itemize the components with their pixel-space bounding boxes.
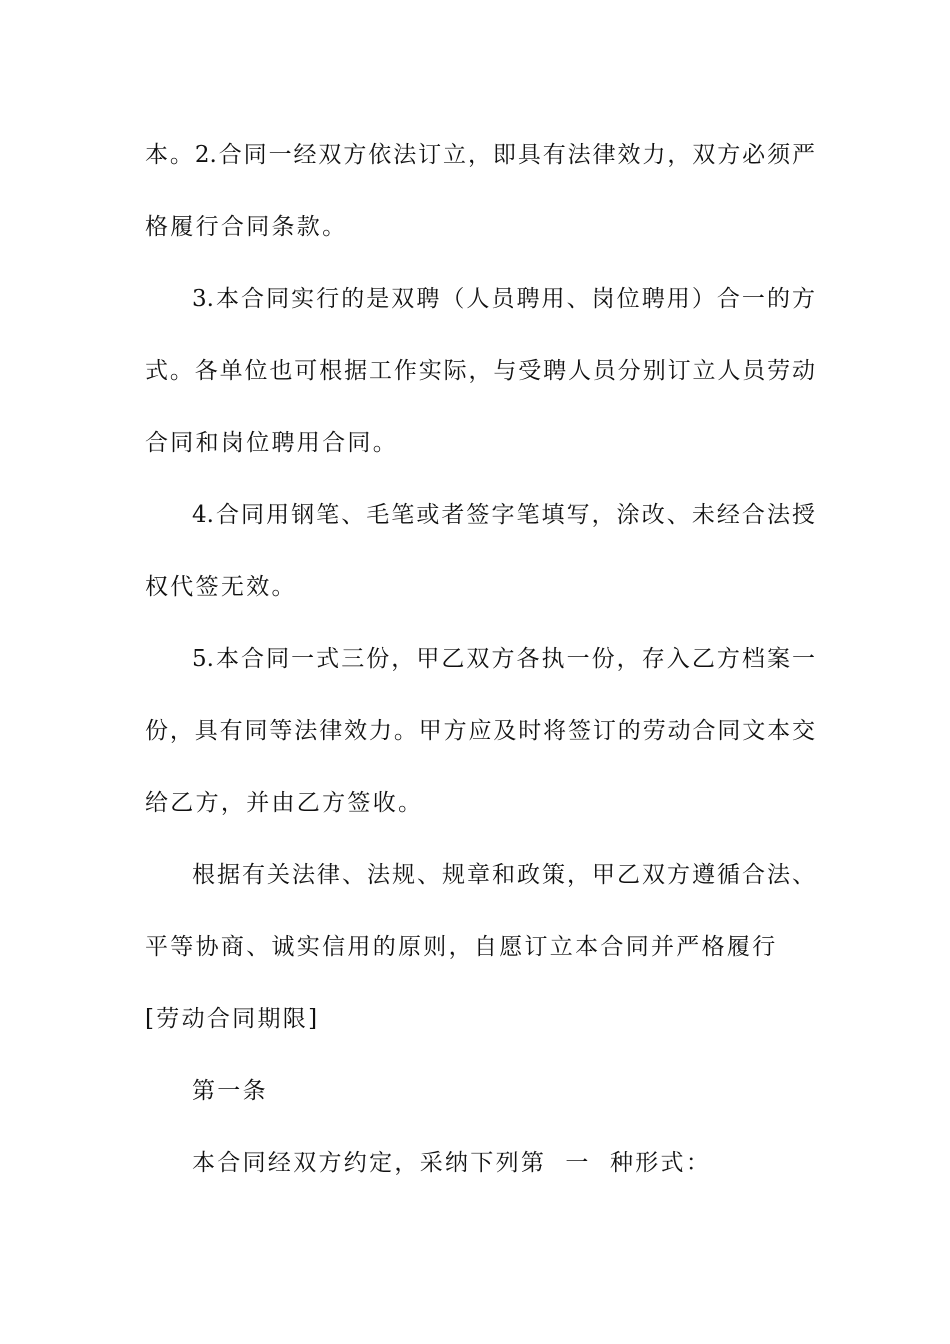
paragraph-line: 5.本合同一式三份，甲乙双方各执一份，存入乙方档案一 [192,646,815,672]
paragraph-line: 4.合同用钢笔、毛笔或者签字笔填写，涂改、未经合法授 [192,502,815,528]
paragraph-line: 式。各单位也可根据工作实际，与受聘人员分别订立人员劳动 [145,358,815,384]
paragraph-line: 份，具有同等法律效力。甲方应及时将签订的劳动合同文本交 [145,718,815,744]
paragraph-line: 本。2.合同一经双方依法订立，即具有法律效力，双方必须严 [145,142,815,168]
paragraph-line: 3.本合同实行的是双聘（人员聘用、岗位聘用）合一的方 [192,286,815,312]
paragraph-line: 本合同经双方约定，采纳下列第 一 种形式： [192,1150,712,1176]
paragraph-line: 平等协商、诚实信用的原则，自愿订立本合同并严格履行 [145,934,778,960]
paragraph-line: 给乙方，并由乙方签收。 [145,790,424,816]
paragraph-line: 格履行合同条款。 [145,214,348,240]
article-number: 第一条 [192,1078,268,1104]
paragraph-line: 根据有关法律、法规、规章和政策，甲乙双方遵循合法、 [192,862,815,888]
paragraph-line: 合同和岗位聘用合同。 [145,430,398,456]
paragraph-line: 权代签无效。 [145,574,297,600]
section-heading: [劳动合同期限] [145,1006,320,1032]
